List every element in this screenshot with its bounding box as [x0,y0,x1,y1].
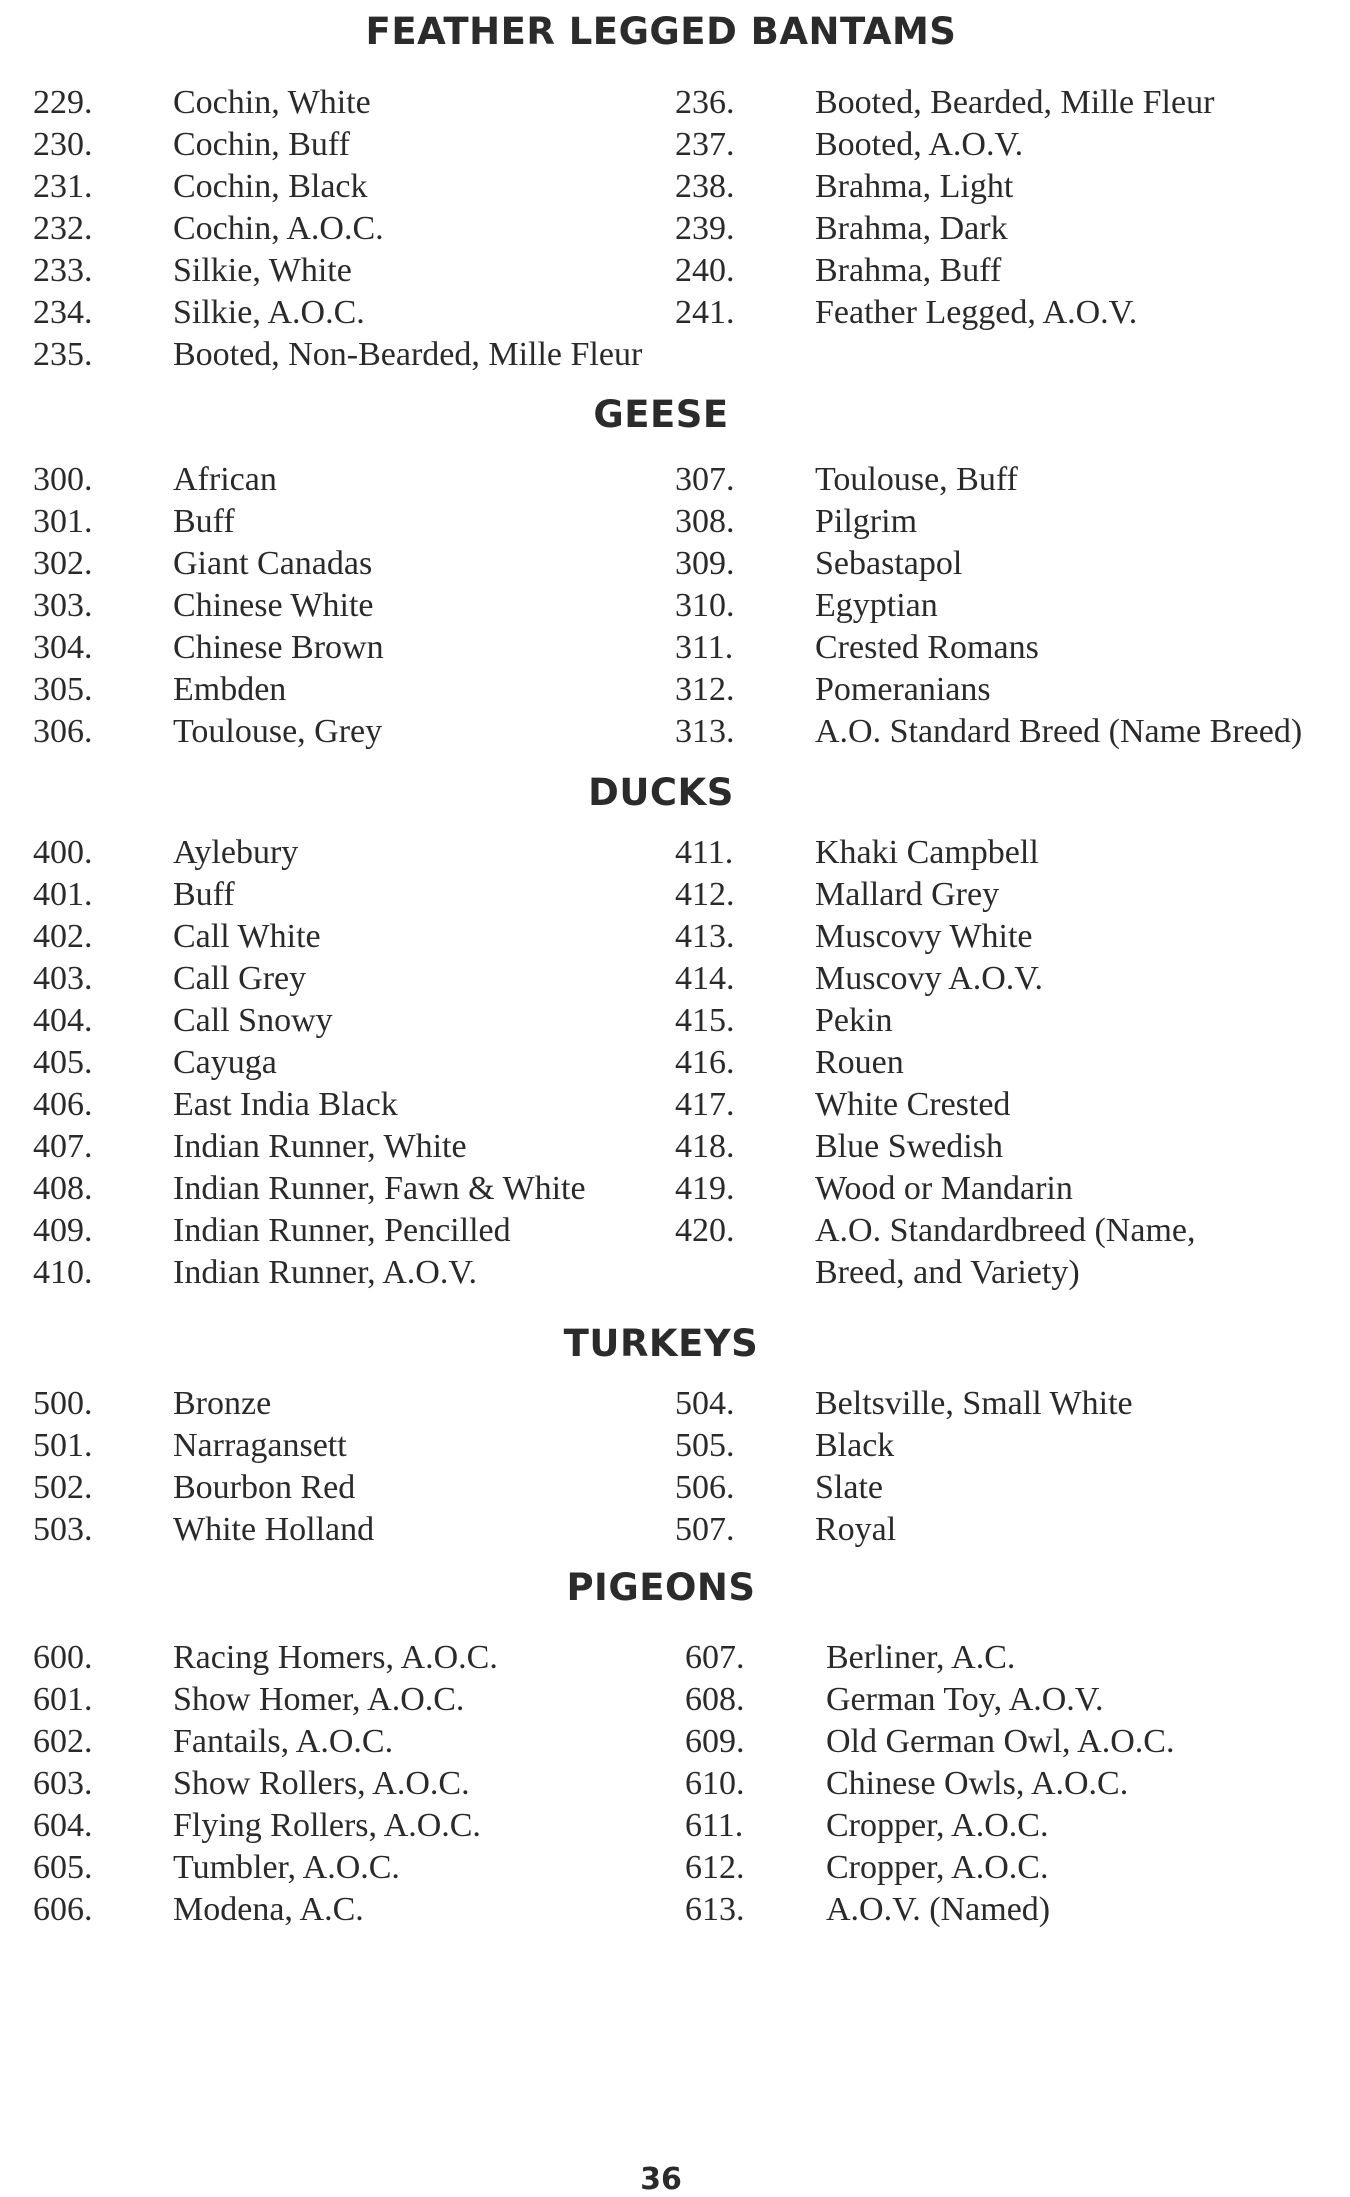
entry-number: 602. [33,1723,93,1760]
entry-name: Crested Romans [815,629,1039,666]
entry-name: Cochin, Black [173,168,368,205]
entry-number: 303. [33,587,93,624]
entry-name: Pilgrim [815,503,918,540]
entry-name: Cropper, A.O.C. [826,1849,1049,1886]
entry-name: Cochin, Buff [173,126,350,163]
entry-number: 301. [33,503,93,540]
entry-name: Indian Runner, Fawn & White [173,1170,586,1207]
entry-name: Muscovy A.O.V. [815,960,1043,997]
entry-number: 611. [685,1807,744,1844]
entry-number: 419. [675,1170,735,1207]
entry-name: Blue Swedish [815,1128,1003,1165]
entry-name: Sebastapol [815,545,963,582]
entry-number: 505. [675,1427,735,1464]
entry-number: 603. [33,1765,93,1802]
entry-name: Black [815,1427,895,1464]
entry-name: East India Black [173,1086,398,1123]
entry-name: Muscovy White [815,918,1033,955]
entry-number: 302. [33,545,93,582]
entry-name: Cochin, White [173,84,371,121]
entry-number: 232. [33,210,93,247]
entry-number: 612. [685,1849,745,1886]
entry-number: 613. [685,1891,745,1928]
entry-number: 405. [33,1044,93,1081]
entry-number: 507. [675,1511,735,1548]
entry-name: Brahma, Light [815,168,1014,205]
entry-number: 504. [675,1385,735,1422]
entry-name: A.O. Standard Breed (Name Breed) [815,713,1303,750]
entry-name: Silkie, White [173,252,352,289]
entry-name: Breed, and Variety) [815,1254,1080,1291]
entry-number: 240. [675,252,735,289]
entry-name: Silkie, A.O.C. [173,294,365,331]
entry-name: Khaki Campbell [815,834,1039,871]
entry-name: Feather Legged, A.O.V. [815,294,1138,331]
entry-number: 237. [675,126,735,163]
entry-number: 304. [33,629,93,666]
entry-name: Pomeranians [815,671,991,708]
entry-number: 308. [675,503,735,540]
entry-number: 506. [675,1469,735,1506]
entry-number: 606. [33,1891,93,1928]
entry-number: 401. [33,876,93,913]
entry-name: Modena, A.C. [173,1891,364,1928]
entry-name: Toulouse, Buff [815,461,1018,498]
entry-number: 410. [33,1254,93,1291]
entry-number: 307. [675,461,735,498]
entry-name: Indian Runner, Pencilled [173,1212,511,1249]
entry-name: Mallard Grey [815,876,1000,913]
entry-name: German Toy, A.O.V. [826,1681,1104,1718]
section-title: GEESE [593,393,729,436]
entry-number: 610. [685,1765,745,1802]
entry-number: 608. [685,1681,745,1718]
entry-name: Indian Runner, White [173,1128,467,1165]
entry-name: Cochin, A.O.C. [173,210,384,247]
entry-number: 309. [675,545,735,582]
entry-number: 400. [33,834,93,871]
entry-number: 500. [33,1385,93,1422]
entry-number: 313. [675,713,735,750]
entry-name: Bronze [173,1385,272,1422]
entry-name: White Crested [815,1086,1011,1123]
entry-number: 600. [33,1639,93,1676]
entry-number: 305. [33,671,93,708]
entry-number: 416. [675,1044,735,1081]
section-title: DUCKS [588,771,734,814]
entry-name: Embden [173,671,287,708]
entry-name: Giant Canadas [173,545,373,582]
entry-name: Booted, A.O.V. [815,126,1024,163]
entry-name: Fantails, A.O.C. [173,1723,394,1760]
page-number: 36 [640,2162,682,2197]
entry-number: 238. [675,168,735,205]
entry-number: 417. [675,1086,735,1123]
entry-name: Pekin [815,1002,893,1039]
entry-name: Call White [173,918,321,955]
entry-name: Booted, Bearded, Mille Fleur [815,84,1215,121]
entry-number: 402. [33,918,93,955]
entry-name: Cayuga [173,1044,277,1081]
entry-name: Call Grey [173,960,307,997]
section-title: FEATHER LEGGED BANTAMS [365,10,957,53]
entry-number: 230. [33,126,93,163]
entry-name: Chinese Brown [173,629,384,666]
entry-name: Booted, Non-Bearded, Mille Fleur [173,336,643,373]
entry-number: 408. [33,1170,93,1207]
entry-number: 300. [33,461,93,498]
entry-name: White Holland [173,1511,375,1548]
entry-number: 311. [675,629,734,666]
entry-number: 601. [33,1681,93,1718]
entry-number: 503. [33,1511,93,1548]
section-title: PIGEONS [566,1566,756,1609]
entry-name: Call Snowy [173,1002,333,1039]
entry-number: 413. [675,918,735,955]
entry-number: 310. [675,587,735,624]
entry-number: 411. [675,834,734,871]
entry-number: 407. [33,1128,93,1165]
entry-name: A.O.V. (Named) [826,1891,1051,1928]
entry-number: 609. [685,1723,745,1760]
entry-number: 234. [33,294,93,331]
entry-name: Racing Homers, A.O.C. [173,1639,498,1676]
entry-number: 312. [675,671,735,708]
entry-number: 409. [33,1212,93,1249]
entry-number: 414. [675,960,735,997]
entry-number: 236. [675,84,735,121]
entry-number: 412. [675,876,735,913]
entry-number: 404. [33,1002,93,1039]
entry-name: Buff [173,876,235,913]
entry-name: Beltsville, Small White [815,1385,1133,1422]
entry-number: 406. [33,1086,93,1123]
entry-name: Berliner, A.C. [826,1639,1016,1676]
section-title: TURKEYS [563,1322,759,1365]
entry-number: 403. [33,960,93,997]
entry-name: Toulouse, Grey [173,713,383,750]
entry-name: Wood or Mandarin [815,1170,1073,1207]
entry-number: 239. [675,210,735,247]
entry-name: Narragansett [173,1427,347,1464]
entry-number: 235. [33,336,93,373]
entry-name: Chinese White [173,587,374,624]
entry-name: Brahma, Dark [815,210,1008,247]
entry-number: 420. [675,1212,735,1249]
entry-name: Old German Owl, A.O.C. [826,1723,1175,1760]
entry-name: A.O. Standardbreed (Name, [815,1212,1196,1249]
entry-name: Royal [815,1511,897,1548]
entry-number: 604. [33,1807,93,1844]
entry-name: Flying Rollers, A.O.C. [173,1807,481,1844]
entry-name: Cropper, A.O.C. [826,1807,1049,1844]
entry-number: 501. [33,1427,93,1464]
entry-number: 605. [33,1849,93,1886]
entry-number: 231. [33,168,93,205]
entry-number: 241. [675,294,735,331]
entry-name: Chinese Owls, A.O.C. [826,1765,1129,1802]
entry-name: Brahma, Buff [815,252,1002,289]
entry-name: Show Homer, A.O.C. [173,1681,465,1718]
entry-name: Slate [815,1469,883,1506]
entry-name: Aylebury [173,834,299,871]
entry-name: Show Rollers, A.O.C. [173,1765,470,1802]
entry-number: 415. [675,1002,735,1039]
entry-name: Tumbler, A.O.C. [173,1849,400,1886]
entry-number: 233. [33,252,93,289]
entry-name: Rouen [815,1044,904,1081]
entry-name: Bourbon Red [173,1469,356,1506]
entry-name: Indian Runner, A.O.V. [173,1254,477,1291]
entry-number: 607. [685,1639,745,1676]
entry-name: Buff [173,503,235,540]
entry-number: 306. [33,713,93,750]
entry-name: Egyptian [815,587,938,624]
entry-name: African [173,461,277,498]
entry-number: 418. [675,1128,735,1165]
entry-number: 229. [33,84,93,121]
entry-number: 502. [33,1469,93,1506]
